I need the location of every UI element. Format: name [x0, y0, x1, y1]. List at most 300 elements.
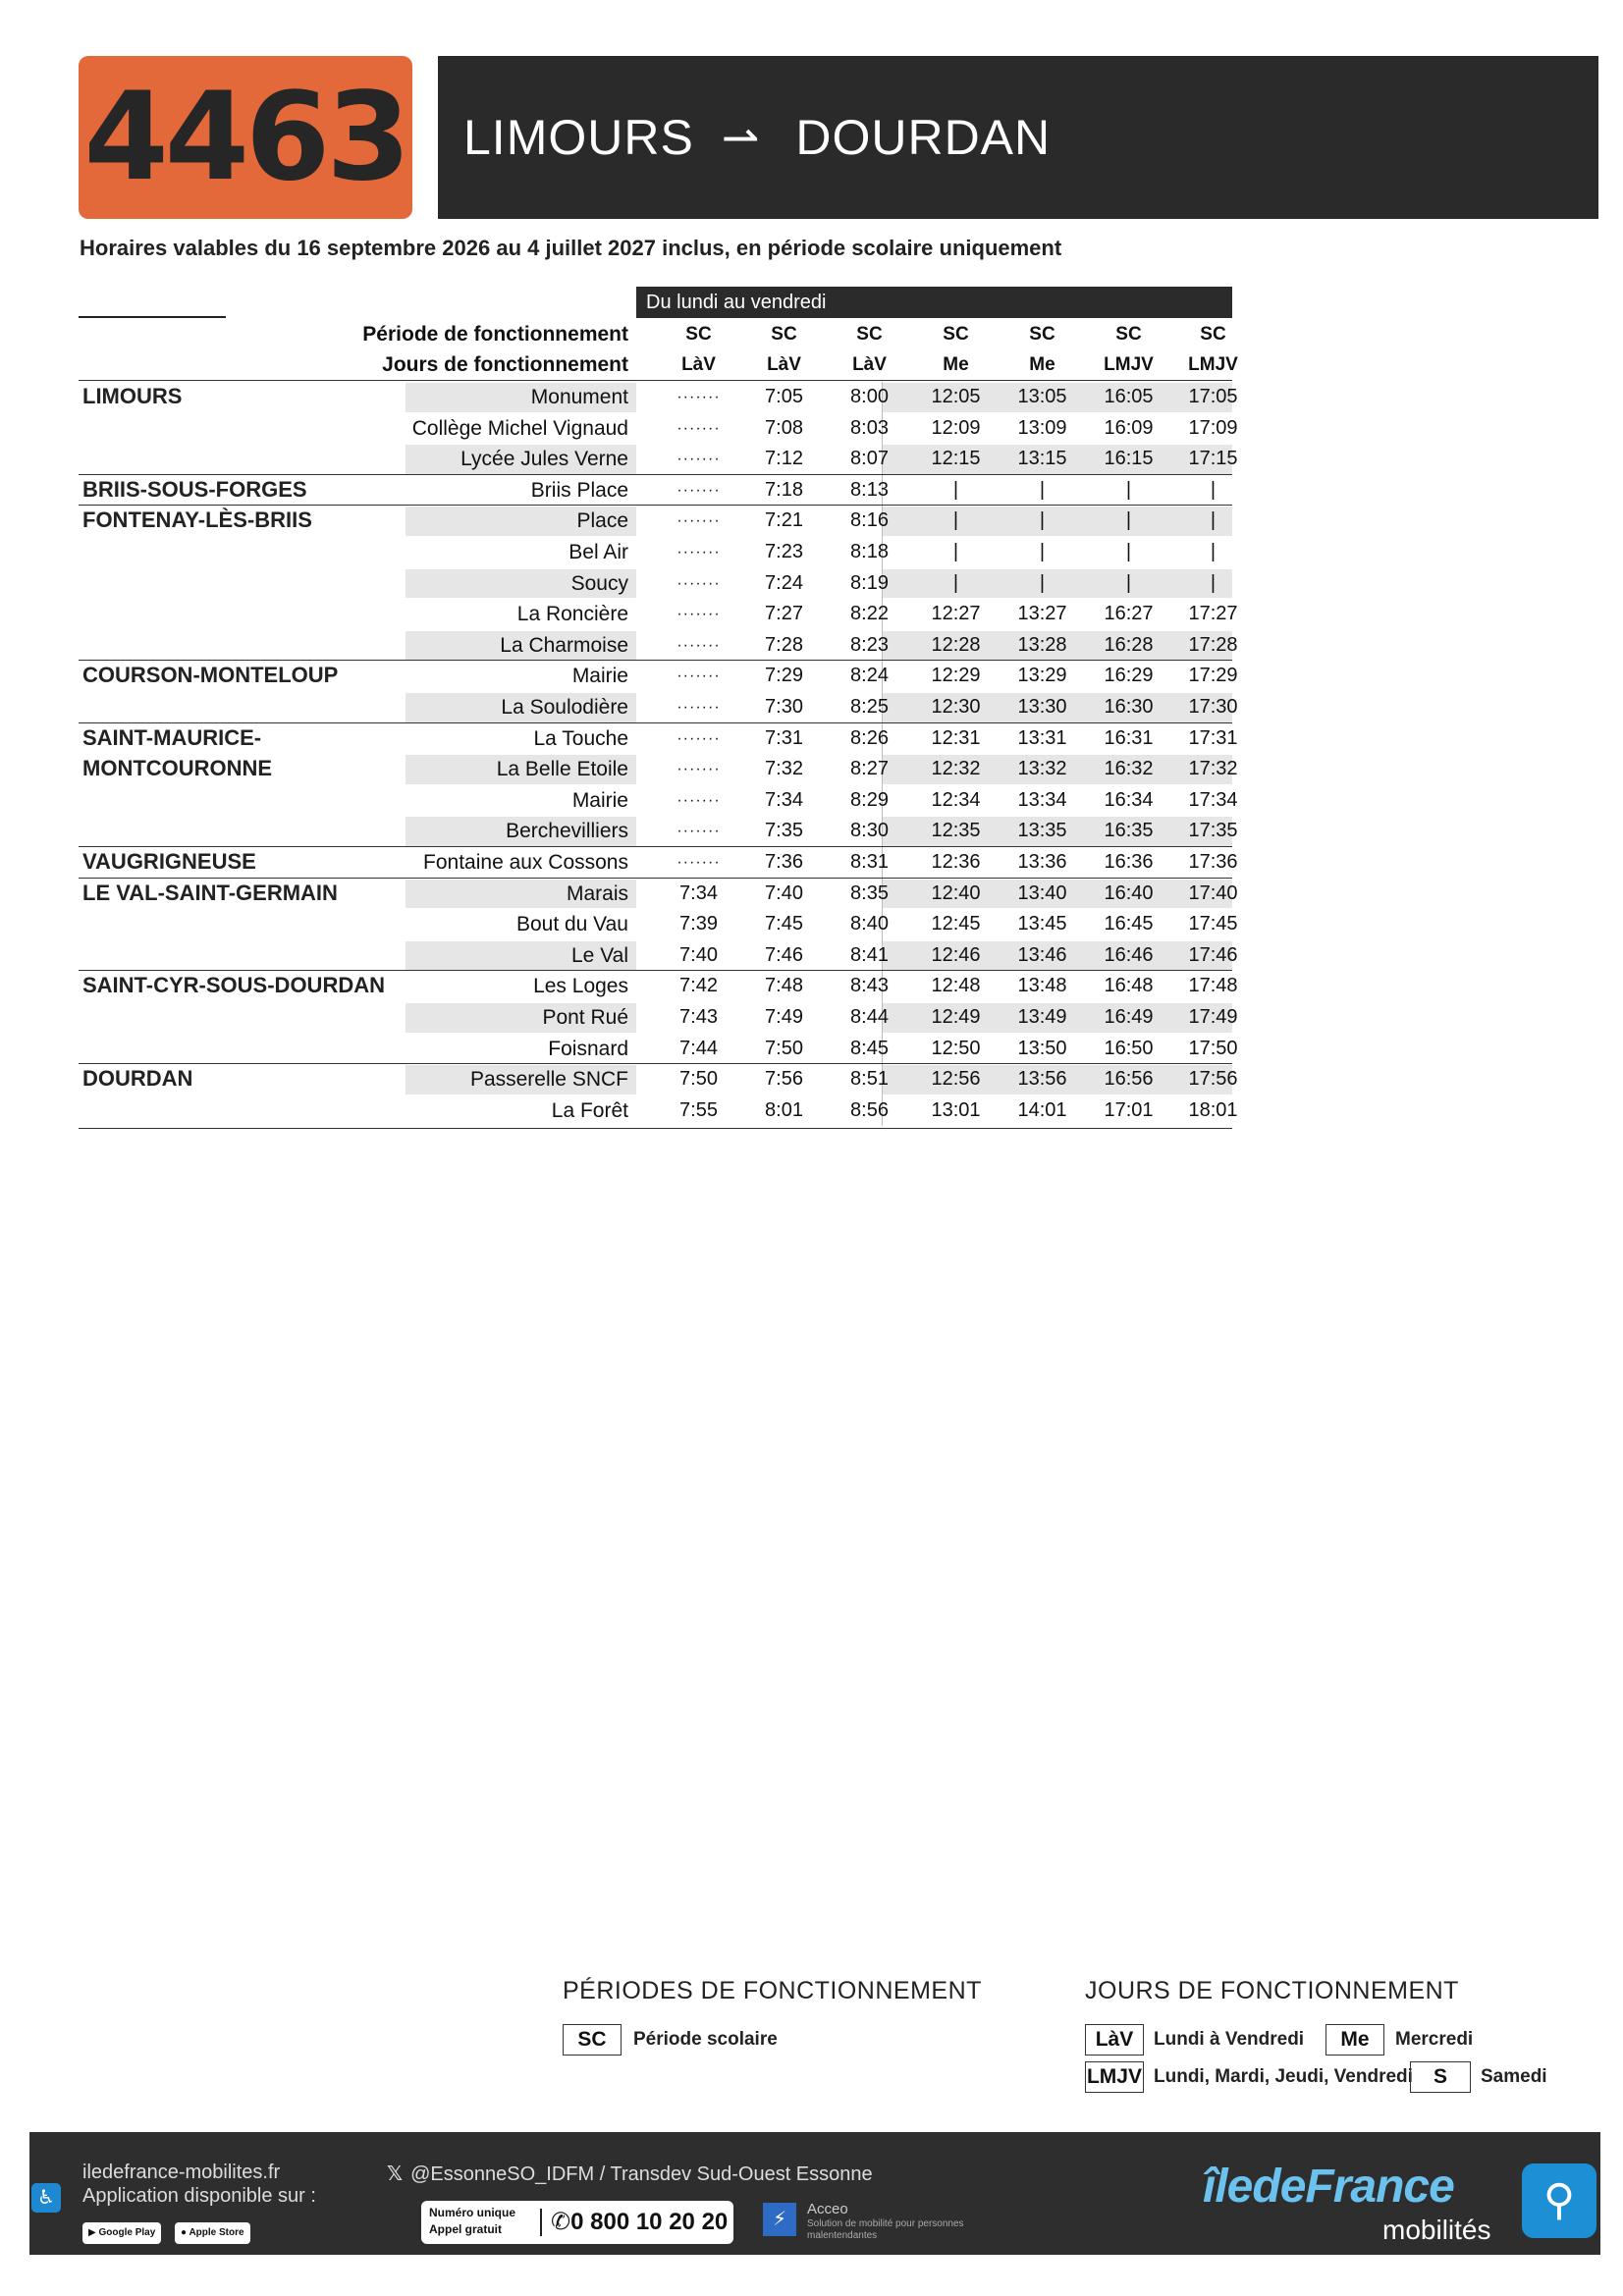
town-name: SAINT-MAURICE-: [82, 724, 262, 750]
departure-time: ·······: [676, 574, 721, 592]
table-row: [79, 785, 1238, 817]
town-name: FONTENAY-LÈS-BRIIS: [82, 507, 312, 533]
departure-time: 7:12: [765, 448, 803, 470]
legend-sc-text: Période scolaire: [633, 2029, 778, 2050]
departure-time: 8:31: [850, 851, 889, 873]
departure-time: 16:28: [1104, 633, 1154, 656]
departure-time: 8:18: [850, 541, 889, 562]
days-code: LMJV: [1104, 354, 1154, 375]
period-code: SC: [1200, 324, 1226, 345]
town-separator: [79, 505, 1232, 506]
phone-number: [551, 2208, 728, 2236]
departure-time: 16:15: [1104, 448, 1154, 470]
departure-time: 16:29: [1104, 665, 1154, 687]
app-store-badge[interactable]: ● Apple Store: [175, 2222, 250, 2244]
footer-social[interactable]: [387, 2162, 873, 2186]
departure-time: 12:15: [931, 448, 981, 470]
departure-time: 17:35: [1188, 820, 1238, 842]
departure-time: 17:09: [1188, 416, 1238, 439]
departure-time: 13:30: [1017, 696, 1067, 718]
departure-time: 12:50: [931, 1037, 981, 1059]
departure-time: ·······: [676, 729, 721, 747]
departure-time: 16:31: [1104, 726, 1154, 749]
route-destination: DOURDAN: [795, 110, 1052, 165]
departure-time: 7:18: [765, 478, 803, 501]
departure-time: 12:29: [931, 665, 981, 687]
idfm-logo-france: France: [1305, 2161, 1454, 2213]
stop-name: Foisnard: [548, 1037, 628, 1060]
stop-name: Monument: [530, 386, 628, 408]
legend-days-title: JOURS DE FONCTIONNEMENT: [1085, 1977, 1459, 2004]
google-play-label: Google Play: [98, 2227, 156, 2238]
table-row: [79, 506, 1232, 537]
departure-time: 7:24: [765, 571, 803, 594]
departure-time: 17:34: [1188, 788, 1238, 811]
stop-name: Collège Michel Vignaud: [411, 416, 628, 440]
departure-time: ·······: [676, 761, 721, 778]
idfm-walker-icon: ⚲: [1522, 2163, 1596, 2238]
departure-time: 16:36: [1104, 851, 1154, 873]
validity-notice: Horaires valables du 16 septembre 2026 au 4 juillet 2027 inclus, en période scolaire uniquement: [80, 236, 1062, 260]
departure-time: 13:34: [1017, 788, 1067, 811]
departure-time: ·······: [676, 512, 721, 530]
departure-time: 8:35: [850, 881, 889, 904]
legend-lmjv-text: Lundi, Mardi, Jeudi, Vendredi: [1154, 2066, 1413, 2087]
table-row: [79, 754, 1238, 785]
departure-time: 16:34: [1104, 788, 1154, 811]
stop-name: Place: [576, 509, 628, 533]
stop-name: Lycée Jules Verne: [460, 448, 628, 471]
departure-time: 12:28: [931, 633, 981, 656]
departure-time: 7:30: [765, 696, 803, 718]
departure-time: 8:13: [850, 478, 889, 501]
table-row: [79, 630, 1238, 662]
departure-time: 8:25: [850, 696, 889, 718]
town-separator: [79, 474, 1232, 475]
departure-time: 8:29: [850, 788, 889, 811]
departure-time: 17:50: [1188, 1037, 1238, 1059]
phone-divider: [540, 2209, 542, 2236]
header-rule: [79, 380, 1232, 381]
departure-time: 8:44: [850, 1006, 889, 1028]
departure-time: 8:19: [850, 571, 889, 594]
stop-name: Pont Rué: [542, 1006, 628, 1029]
departure-time: 17:40: [1188, 881, 1238, 904]
departure-time: 7:40: [679, 943, 718, 966]
departure-time: 7:43: [679, 1006, 718, 1028]
departure-time: 13:36: [1017, 851, 1067, 873]
departure-time: 16:48: [1104, 975, 1154, 997]
line-number-badge: [79, 56, 412, 219]
departure-time: 17:01: [1104, 1098, 1154, 1121]
legend-lav-code: LàV: [1085, 2024, 1144, 2056]
departure-time: 7:50: [679, 1068, 718, 1091]
departure-time: 17:31: [1188, 726, 1238, 749]
departure-time: |: [952, 571, 959, 594]
period-code: SC: [1115, 324, 1142, 345]
stop-name: Mairie: [571, 788, 628, 812]
departure-time: 12:49: [931, 1006, 981, 1028]
route-title-bar: [438, 56, 1598, 219]
departure-time: 7:55: [679, 1098, 718, 1121]
departure-time: 7:34: [679, 881, 718, 904]
departure-time: 17:36: [1188, 851, 1238, 873]
period-code: SC: [1029, 324, 1055, 345]
acceo-subtitle: Solution de mobilité pour personnes malentendantes: [807, 2218, 964, 2241]
departure-time: 8:24: [850, 665, 889, 687]
period-label: Période de fonctionnement: [362, 323, 628, 346]
table-row: [79, 661, 1238, 692]
departure-time: ·······: [676, 389, 721, 405]
departure-time: 13:31: [1017, 726, 1067, 749]
departure-time: 7:46: [765, 943, 803, 966]
legend-lav-text: Lundi à Vendredi: [1154, 2029, 1305, 2050]
table-row: [79, 599, 1238, 630]
days-code: Me: [1029, 354, 1055, 375]
idfm-logo-ile: îlede: [1203, 2161, 1306, 2213]
departure-time: 16:49: [1104, 1006, 1154, 1028]
departure-time: 13:56: [1017, 1068, 1067, 1091]
table-row: [79, 1034, 1238, 1065]
table-row: [79, 816, 1238, 847]
departure-time: 8:56: [850, 1098, 889, 1121]
departure-time: 12:35: [931, 820, 981, 842]
departure-time: 12:45: [931, 913, 981, 935]
departure-time: 17:30: [1188, 696, 1238, 718]
column-group-header: Du lundi au vendredi: [636, 287, 1232, 318]
idfm-logo: [1203, 2160, 1454, 2214]
table-bottom-rule: [79, 1128, 1232, 1129]
footer-social-handle: @EssonneSO_IDFM / Transdev Sud-Ouest Essonne: [410, 2163, 873, 2185]
stop-name: Les Loges: [533, 975, 628, 998]
period-code: SC: [771, 324, 797, 345]
stop-name: Bel Air: [568, 541, 628, 563]
departure-time: ·······: [676, 419, 721, 437]
departure-time: 17:27: [1188, 603, 1238, 625]
table-top-rule: [79, 316, 226, 318]
departure-time: 13:49: [1017, 1006, 1067, 1028]
departure-time: 8:23: [850, 633, 889, 656]
departure-time: 12:05: [931, 386, 981, 407]
departure-time: ·······: [676, 791, 721, 809]
days-label: Jours de fonctionnement: [382, 353, 628, 376]
departure-time: 17:48: [1188, 975, 1238, 997]
departure-time: 12:40: [931, 881, 981, 904]
departure-time: 13:27: [1017, 603, 1067, 625]
departure-time: 17:49: [1188, 1006, 1238, 1028]
phone-label: [429, 2205, 515, 2238]
departure-time: |: [1039, 509, 1046, 532]
town-name: LE VAL-SAINT-GERMAIN: [82, 880, 338, 905]
phone-number-text: 0 800 10 20 20: [570, 2209, 729, 2235]
departure-time: 17:45: [1188, 913, 1238, 935]
departure-time: 17:28: [1188, 633, 1238, 656]
departure-time: 12:48: [931, 975, 981, 997]
departure-time: 13:29: [1017, 665, 1067, 687]
departure-time: 7:40: [765, 881, 803, 904]
accessibility-icon[interactable]: ♿: [31, 2183, 61, 2213]
departure-time: |: [1125, 541, 1132, 562]
departure-time: 7:29: [765, 665, 803, 687]
departure-time: 7:42: [679, 975, 718, 997]
departure-time: 13:05: [1017, 386, 1067, 407]
stop-name: Mairie: [571, 665, 628, 688]
departure-time: 8:00: [850, 386, 889, 407]
phone-label-line1: Numéro unique: [429, 2206, 516, 2219]
table-row: [79, 382, 1238, 413]
departure-time: 7:32: [765, 758, 803, 780]
table-row: [79, 879, 1238, 910]
departure-time: 7:49: [765, 1006, 803, 1028]
town-name: VAUGRIGNEUSE: [82, 849, 256, 874]
town-name: COURSON-MONTELOUP: [82, 663, 339, 688]
departure-time: |: [1210, 571, 1217, 594]
town-separator: [79, 1063, 1232, 1064]
town-name: BRIIS-SOUS-FORGES: [82, 476, 307, 502]
departure-time: 16:32: [1104, 758, 1154, 780]
departure-time: 8:16: [850, 509, 889, 532]
days-code: Me: [943, 354, 969, 375]
departure-time: 13:01: [931, 1098, 981, 1121]
period-header-row: [79, 319, 1232, 349]
departure-time: |: [1210, 509, 1217, 532]
table-row: [79, 413, 1238, 445]
departure-time: ·······: [676, 481, 721, 499]
departure-time: 18:01: [1188, 1098, 1238, 1121]
stop-name: Marais: [566, 881, 628, 905]
departure-time: 12:32: [931, 758, 981, 780]
departure-time: ·······: [676, 544, 721, 561]
legend-sc-code: SC: [563, 2024, 622, 2056]
departure-time: 7:34: [765, 788, 803, 811]
departure-time: 7:45: [765, 913, 803, 935]
departure-time: 7:44: [679, 1037, 718, 1059]
x-logo-icon: 𝕏: [387, 2163, 404, 2185]
departure-time: 16:05: [1104, 386, 1154, 407]
departure-time: 17:32: [1188, 758, 1238, 780]
table-row: [79, 847, 1238, 879]
departure-time: 13:15: [1017, 448, 1067, 470]
departure-time: 7:50: [765, 1037, 803, 1059]
departure-time: 7:48: [765, 975, 803, 997]
departure-time: |: [1039, 541, 1046, 562]
table-row: [79, 1095, 1238, 1127]
departure-time: 12:56: [931, 1068, 981, 1091]
line-number: 4463: [83, 67, 407, 208]
town-separator: [79, 660, 1232, 661]
departure-time: 8:43: [850, 975, 889, 997]
departure-time: |: [1125, 509, 1132, 532]
table-row: [79, 909, 1238, 940]
legend-s-text: Samedi: [1481, 2066, 1547, 2087]
departure-time: 17:29: [1188, 665, 1238, 687]
days-code: LàV: [767, 354, 801, 375]
town-name: LIMOURS: [82, 384, 183, 408]
days-code: LMJV: [1188, 354, 1238, 375]
departure-time: |: [952, 509, 959, 532]
town-separator: [79, 970, 1232, 971]
departure-time: 12:09: [931, 416, 981, 439]
departure-time: |: [1210, 541, 1217, 562]
departure-time: 8:07: [850, 448, 889, 470]
acceo-label: Acceo: [807, 2201, 848, 2217]
departure-time: 13:28: [1017, 633, 1067, 656]
table-row: [79, 444, 1238, 475]
departure-time: ·······: [676, 854, 721, 871]
departure-time: 12:31: [931, 726, 981, 749]
departure-time: 16:27: [1104, 603, 1154, 625]
town-separator: [79, 846, 1232, 847]
phone-icon: ✆: [551, 2209, 571, 2235]
town-separator: [79, 722, 1232, 723]
departure-time: 7:27: [765, 603, 803, 625]
departure-time: |: [1125, 571, 1132, 594]
table-row: [79, 971, 1238, 1002]
departure-time: 16:56: [1104, 1068, 1154, 1091]
departure-time: |: [952, 478, 959, 501]
departure-time: ·······: [676, 636, 721, 654]
idfm-logo-subtitle: mobilités: [1382, 2215, 1491, 2245]
stop-name: La Belle Etoile: [496, 758, 628, 781]
stop-name: La Touche: [533, 726, 628, 750]
route-origin: LIMOURS: [463, 110, 694, 165]
table-row: [79, 568, 1232, 600]
departure-time: 8:30: [850, 820, 889, 842]
departure-time: 8:03: [850, 416, 889, 439]
departure-time: 8:40: [850, 913, 889, 935]
departure-time: ·······: [676, 823, 721, 840]
departure-time: ·······: [676, 606, 721, 623]
departure-time: |: [1210, 478, 1217, 501]
legend-s-code: S: [1410, 2061, 1471, 2093]
departure-time: 13:40: [1017, 881, 1067, 904]
hearing-icon[interactable]: ⚡: [763, 2203, 796, 2236]
departure-time: 16:50: [1104, 1037, 1154, 1059]
stop-name: Passerelle SNCF: [469, 1068, 628, 1092]
legend-lmjv-code: LMJV: [1085, 2061, 1144, 2093]
footer-website[interactable]: iledefrance-mobilites.fr: [82, 2162, 281, 2183]
table-row: [79, 692, 1238, 723]
footer-bar: [29, 2132, 1600, 2255]
departure-time: 7:23: [765, 541, 803, 562]
departure-time: 12:30: [931, 696, 981, 718]
departure-time: 13:32: [1017, 758, 1067, 780]
departure-time: 13:35: [1017, 820, 1067, 842]
departure-time: 17:56: [1188, 1068, 1238, 1091]
departure-time: 13:46: [1017, 943, 1067, 966]
departure-time: 16:46: [1104, 943, 1154, 966]
legend-periods-title: PÉRIODES DE FONCTIONNEMENT: [563, 1977, 982, 2004]
departure-time: 7:31: [765, 726, 803, 749]
departure-time: 13:50: [1017, 1037, 1067, 1059]
departure-time: 14:01: [1017, 1098, 1067, 1121]
departure-time: 16:30: [1104, 696, 1154, 718]
phone-label-line2: Appel gratuit: [429, 2222, 502, 2236]
app-store-label: Apple Store: [189, 2227, 244, 2238]
departure-time: 17:05: [1188, 386, 1238, 407]
legend-me-code: Me: [1325, 2024, 1384, 2056]
footer-app-text: Application disponible sur :: [82, 2185, 316, 2207]
departure-time: 13:09: [1017, 416, 1067, 439]
stop-name: Soucy: [570, 571, 628, 595]
departure-time: |: [1039, 571, 1046, 594]
departure-time: 12:46: [931, 943, 981, 966]
days-header-row: [79, 349, 1238, 380]
departure-time: 8:27: [850, 758, 889, 780]
table-row: [79, 940, 1238, 972]
departure-time: 12:27: [931, 603, 981, 625]
days-code: LàV: [681, 354, 716, 375]
stop-name: La Roncière: [516, 603, 628, 626]
stop-name: Briis Place: [530, 478, 628, 502]
departure-time: 16:35: [1104, 820, 1154, 842]
departure-time: 7:21: [765, 509, 803, 532]
town-name: SAINT-CYR-SOUS-DOURDAN: [82, 973, 385, 998]
departure-time: 7:35: [765, 820, 803, 842]
period-code: SC: [685, 324, 712, 345]
departure-time: 8:26: [850, 726, 889, 749]
departure-time: ·······: [676, 451, 721, 468]
period-code: SC: [856, 324, 883, 345]
departure-time: 8:51: [850, 1068, 889, 1091]
departure-time: 17:46: [1188, 943, 1238, 966]
departure-time: 8:45: [850, 1037, 889, 1059]
departure-time: 16:09: [1104, 416, 1154, 439]
departure-time: 7:56: [765, 1068, 803, 1091]
direction-arrow-icon: ⇀: [721, 112, 761, 163]
departure-time: 16:45: [1104, 913, 1154, 935]
departure-time: 7:28: [765, 633, 803, 656]
stop-name: Bout du Vau: [515, 913, 628, 936]
town-separator: [79, 878, 1232, 879]
stop-name: La Forêt: [551, 1098, 628, 1122]
departure-time: 7:05: [765, 386, 803, 407]
table-row: [79, 475, 1232, 507]
departure-time: |: [1125, 478, 1132, 501]
legend-me-text: Mercredi: [1395, 2029, 1474, 2050]
stop-name: Le Val: [571, 943, 628, 967]
stop-name: La Soulodière: [501, 696, 628, 719]
departure-time: 7:36: [765, 851, 803, 873]
departure-time: |: [952, 541, 959, 562]
departure-time: 13:45: [1017, 913, 1067, 935]
departure-time: 12:36: [931, 851, 981, 873]
table-row: [79, 723, 1238, 755]
google-play-badge[interactable]: ▶ Google Play: [82, 2222, 161, 2244]
stop-name: Fontaine aux Cossons: [423, 851, 628, 874]
departure-time: |: [1039, 478, 1046, 501]
departure-time: 13:48: [1017, 975, 1067, 997]
days-code: LàV: [852, 354, 887, 375]
departure-time: 7:39: [679, 913, 718, 935]
table-row: [79, 1064, 1238, 1095]
departure-time: 12:34: [931, 788, 981, 811]
table-row: [79, 537, 1232, 568]
phone-number-box[interactable]: [421, 2201, 733, 2244]
departure-time: 17:15: [1188, 448, 1238, 470]
stop-name: La Charmoise: [500, 633, 628, 657]
town-name: MONTCOURONNE: [82, 756, 273, 781]
departure-time: 8:22: [850, 603, 889, 625]
departure-time: ·······: [676, 699, 721, 716]
departure-time: 8:01: [765, 1098, 803, 1121]
period-code: SC: [943, 324, 969, 345]
departure-time: 7:08: [765, 416, 803, 439]
departure-time: 8:41: [850, 943, 889, 966]
town-name: DOURDAN: [82, 1066, 193, 1092]
departure-time: ·······: [676, 667, 721, 685]
departure-time: 16:40: [1104, 881, 1154, 904]
